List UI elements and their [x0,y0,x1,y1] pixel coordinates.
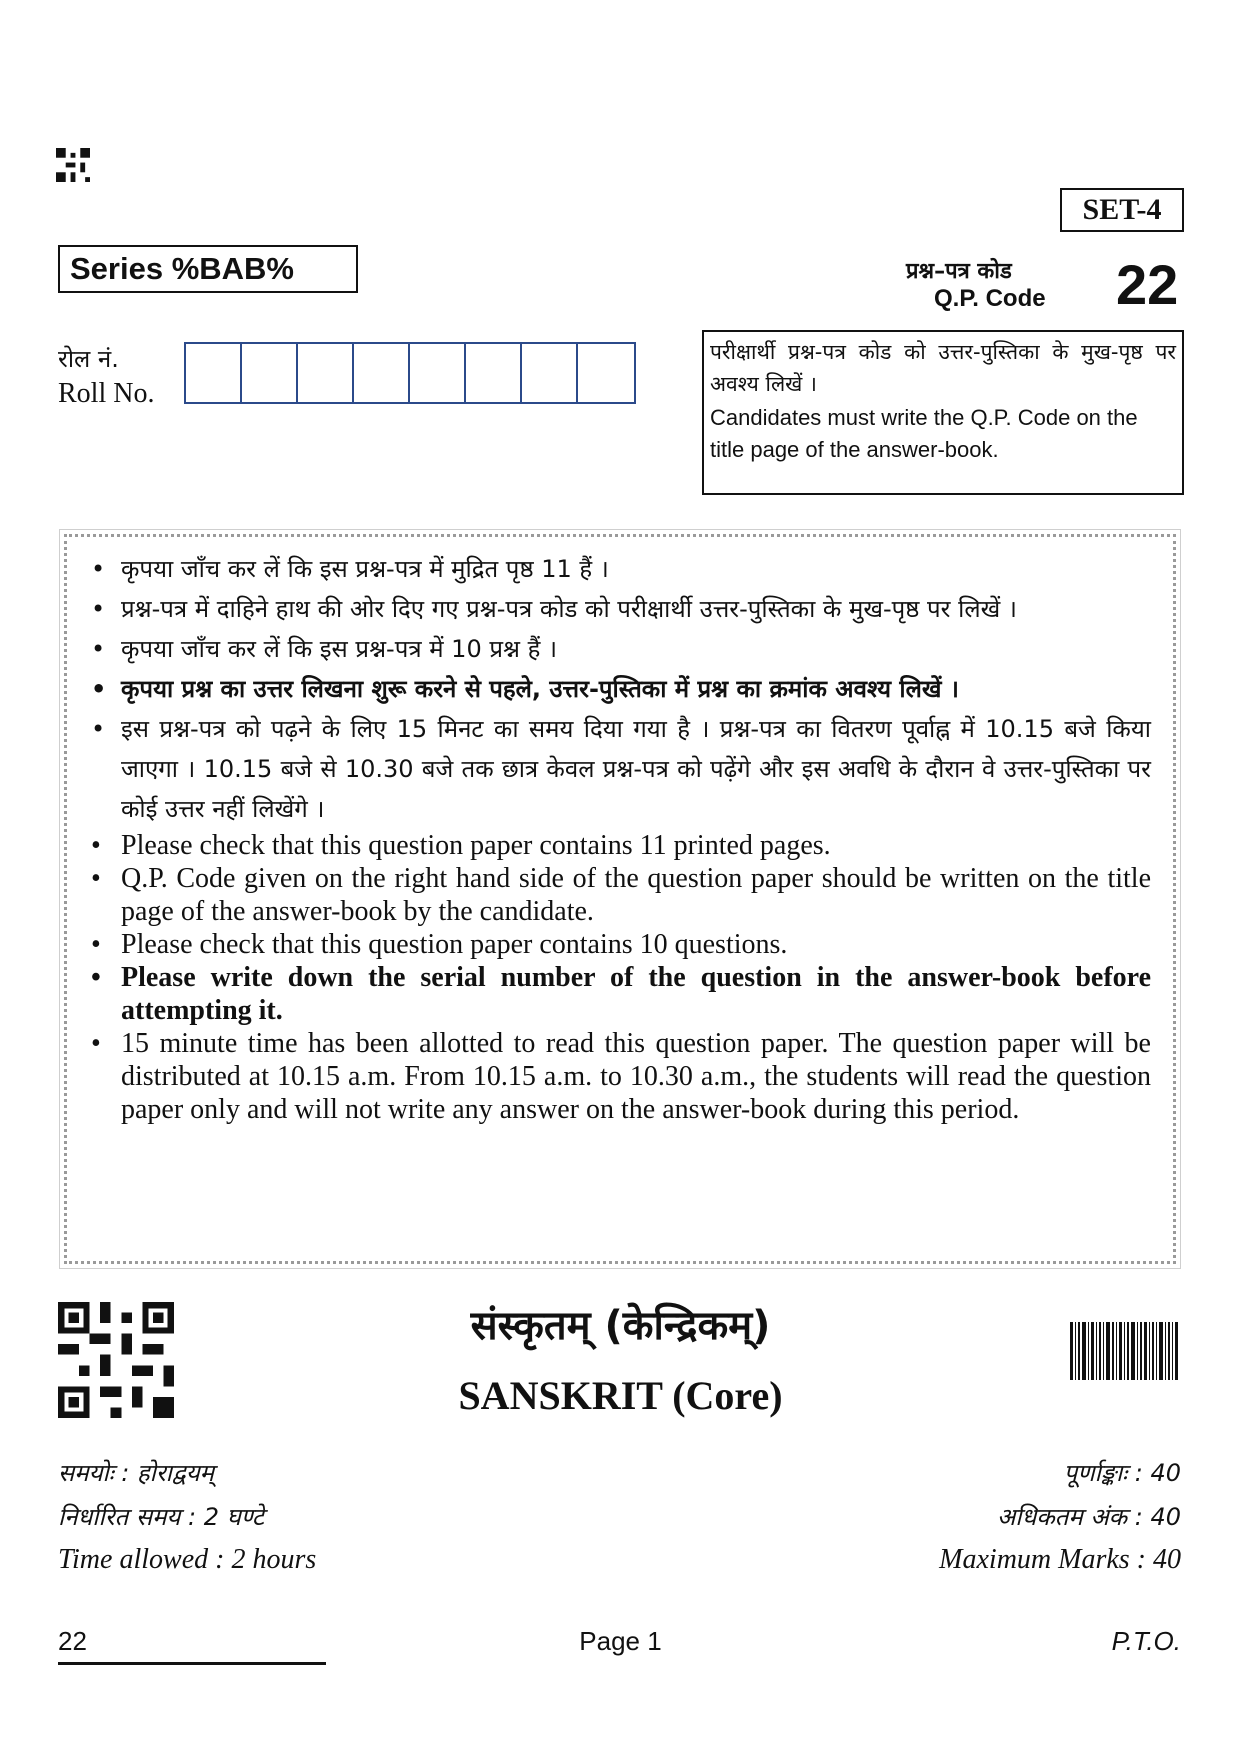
roll-label: Roll No. [58,378,155,409]
page-number: Page 1 [579,1626,662,1656]
notice-hindi: परीक्षार्थी प्रश्न-पत्र कोड को उत्तर-पुस्तिका के मुख-पृष्ठ पर अवश्य लिखें । [710,340,1176,396]
roll-number-cell[interactable] [354,344,410,402]
roll-number-cell[interactable] [466,344,522,402]
roll-number-cell[interactable] [242,344,298,402]
maximum-marks: Maximum Marks : 40 [939,1544,1181,1575]
pto-label: P.T.O. [1111,1626,1181,1656]
qp-code-label: Q.P. Code [934,285,1046,312]
notice-english: Candidates must write the Q.P. Code on the title page of the answer-book. [710,405,1138,462]
qr-code-small-icon [56,148,90,182]
subject-title: SANSKRIT (Core) [458,1373,783,1418]
roll-label-hindi: रोल नं. [58,345,119,373]
footer-divider [58,1662,326,1665]
roll-number-cell[interactable] [298,344,354,402]
roll-number-cell[interactable] [186,344,242,402]
instruction-item: • Please check that this question paper contains 11 printed pages. [87,829,1151,862]
time-allowed: Time allowed : 2 hours [58,1544,317,1575]
subject-title-hindi: संस्कृतम् (केन्द्रिकम्) [470,1303,771,1349]
roll-number-boxes[interactable] [184,342,636,404]
barcode-icon [1070,1322,1180,1380]
instruction-item: • कृपया प्रश्न का उत्तर लिखना शुरू करने से पहले, उत्तर-पुस्तिका में प्रश्न का क्रमांक अवश्य लिखें । [87,669,1151,709]
time-sanskrit: समयोः : होराद्वयम् [58,1459,214,1487]
roll-number-cell[interactable] [410,344,466,402]
instruction-item: • Q.P. Code given on the right hand side of the question paper should be written on the title page of the answer-book by the candidate. [87,862,1151,928]
qp-code-notice [702,330,1184,495]
marks-hindi: अधिकतम अंक : 40 [996,1503,1181,1531]
roll-number-cell[interactable] [522,344,578,402]
marks-sanskrit: पूर्णाङ्काः : 40 [1063,1459,1181,1487]
instruction-item: • 15 minute time has been allotted to read this question paper. The question paper will be distributed at 10.15 a.m. From 10.15 a.m. to 10.30 a.m., the students will read the question paper only and will not write any answer on the answer-book during this period. [87,1027,1151,1126]
instruction-item: • कृपया जाँच कर लें कि इस प्रश्न-पत्र में मुद्रित पृष्ठ 11 हैं । [87,549,1151,589]
footer-qp-code: 22 [58,1626,87,1656]
instructions-box [64,534,1176,1264]
roll-number-cell[interactable] [578,344,634,402]
set-label: SET-4 [1060,188,1184,232]
instruction-item: • प्रश्न-पत्र में दाहिने हाथ की ओर दिए गए प्रश्न-पत्र कोड को परीक्षार्थी उत्तर-पुस्तिका के मुख-पृष्ठ पर लिखें । [87,589,1151,629]
instruction-item: • Please write down the serial number of the question in the answer-book before attempting it. [87,961,1151,1027]
instruction-item: • Please check that this question paper contains 10 questions. [87,928,1151,961]
instruction-item: • कृपया जाँच कर लें कि इस प्रश्न-पत्र में 10 प्रश्न हैं । [87,629,1151,669]
instructions-list [87,549,1151,1126]
qp-code-number: 22 [1116,253,1179,316]
series-label: Series %BAB% [58,245,358,293]
time-hindi: निर्धारित समय : 2 घण्टे [58,1503,265,1531]
instruction-item: • इस प्रश्न-पत्र को पढ़ने के लिए 15 मिनट का समय दिया गया है । प्रश्न-पत्र का वितरण पूर्वाह्न में 10.15 बजे किया जाएगा । 10.15 बजे से 10.30 बजे तक छात्र केवल प्रश्न-पत्र को पढ़ेंगे और इस अवधि के दौरान वे उत्तर-पुस्तिका पर कोई उत्तर नहीं लिखेंगे । [87,709,1151,829]
qp-code-label-hindi: प्रश्न–पत्र कोड [906,259,1012,284]
